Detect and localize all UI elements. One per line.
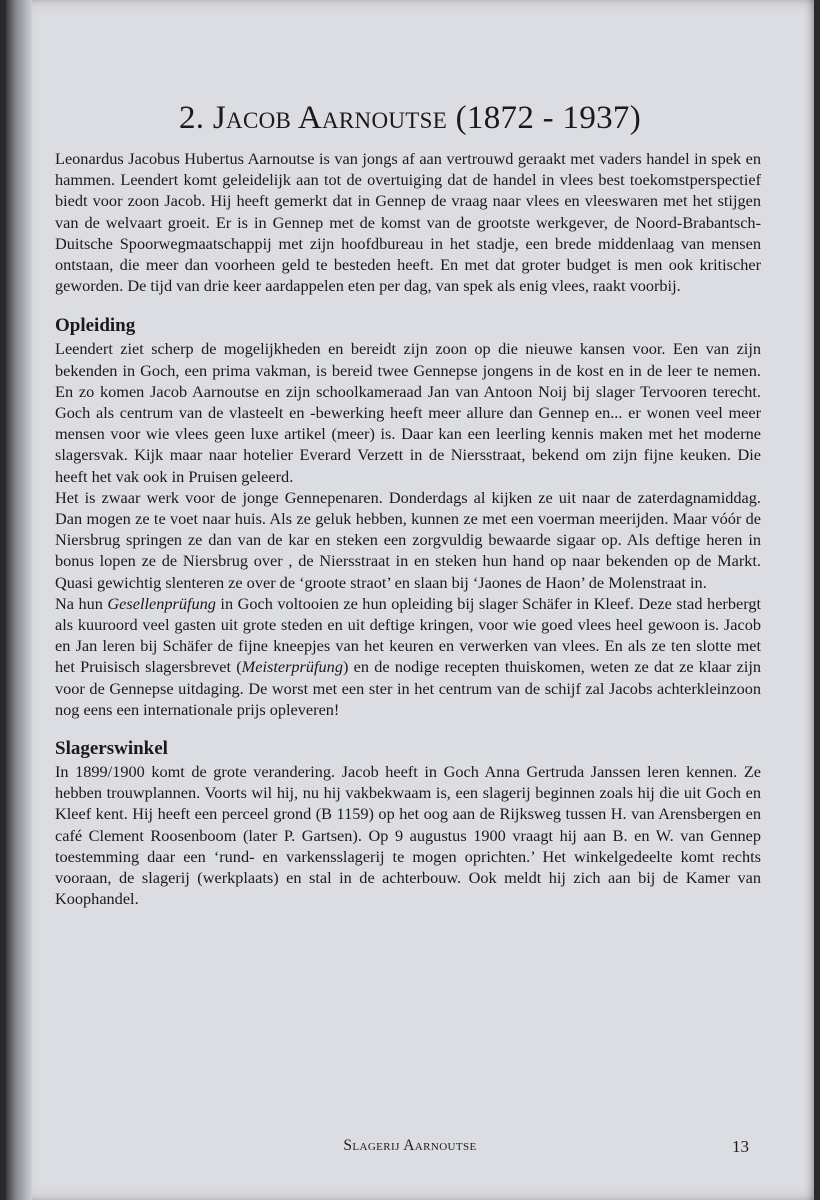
p3-text-c: ) en de nodige recepten thuiskomen, weten ze dat ze klaar zijn voor de Gennepse uitdaging. De worst met een ster in het centrum van de schijf zal Jacobs achterkleinzoon nog eens een internationale prijs opleveren! [55,657,762,719]
intro-paragraph: Leonardus Jacobus Hubertus Aarnoutse is van jongs af aan vertrouwd geraakt met vaders handel in spek en hammen. Leendert komt geleidelijk aan tot de overtuiging dat de handel in vlees best toekomstperspectief biedt voor zoon Jacob. Hij heeft gemerkt dat in Gennep de vraag naar vlees en vleeswaren met het stijgen van de welvaart groeit. Er is in Gennep met de komst van de grootste werkgever, de Noord-Brabantsch-Duitsche Spoorwegmaatschappij met zijn hoofdbureau in het stadje, een brede middenlaag van mensen ontstaan, die meer dan voorheen geld te besteden heeft. En met dat groter budget is men ook kritischer geworden. De tijd van drie keer aardappelen eten per dag, van spek als enig vlees, raakt voorbij. [55,149,761,296]
running-title: Slagerij Aarnoutse [343,1137,477,1154]
chapter-name: Jacob Aarnoutse [212,100,448,137]
chapter-number: 2. [178,100,205,137]
term-meisterpruefung: Meisterprüfung [241,657,343,677]
slagerswinkel-paragraph-1: In 1899/1900 komt de grote verandering. Jacob heeft in Goch Anna Gertruda Janssen leren kennen. Ze hebben trouwplannen. Voorts wil hij, nu hij vakbekwaam is, een slagerij beginnen zoals hij die uit Goch en Kleef kent. Hij heeft een perceel grond (B 1159) op het oog aan de Rijksweg tussen H. van Arensbergen en café Clement Roosenboom (later P. Gartsen). Op 9 augustus 1900 vraagt hij aan B. en W. van Gennep toestemming daar een ‘rund- en varkensslagerij te mogen oprichten.’ Het winkelgedeelte komt rechts vooraan, de slagerij (werkplaats) en stal in de achterbouw. Ook meldt hij zich aan bij de Kamer van Koophandel. [55,762,761,909]
page-number: 13 [732,1137,749,1156]
section-heading-slagerswinkel: Slagerswinkel [55,738,168,760]
book-page [6,0,814,1200]
p3-text-b: in Goch voltooien ze hun opleiding bij slager Schäfer in Kleef. Deze stad herbergt als kuuroord veel gasten uit grote steden en uit deftige kringen, voor wie goed vlees heel gewoon is. Jacob en Jan leren bij Schäfer de fijne kneepjes van het keuren en verwerken van vlees. En als ze ten slotte met het Pruisisch slagersbrevet ( [55,593,761,677]
book-spine-shadow [6,0,32,1200]
chapter-title [6,100,814,137]
opleiding-paragraph-3 [55,593,761,720]
chapter-body [55,148,761,910]
opleiding-paragraph-2: Het is zwaar werk voor de jonge Gennepenaren. Donderdags al kijken ze uit naar de zaterdagnamiddag. Dan mogen ze te voet naar huis. Als ze geluk hebben, kunnen ze met een voerman meerijden. Maar vóór de Niersbrug springen ze dan van de kar en steken een zorgvuldig bewaarde sigaar op. Als deftige heren in bonus lopen ze de Niersbrug over , de Niersstraat in en steken hun hand op naar bekenden op de Markt. Quasi gewichtig slenteren ze over de ‘groote straot’ en slaan bij ‘Jaones de Haon’ de Molenstraat in. [55,487,761,592]
opleiding-paragraph-1: Leendert ziet scherp de mogelijkheden en bereidt zijn zoon op die nieuwe kansen voor. Een van zijn bekenden in Goch, een prima vakman, is bereid twee Gennepse jongens in de kost en in de leer te nemen. En zo komen Jacob Aarnoutse en zijn schoolkameraad Jan van Antoon Noij bij slager Tervooren terecht. Goch als centrum van de vlasteelt en -bewerking heeft meer allure dan Gennep en... er wonen veel meer mensen voor wie vlees geen luxe artikel (meer) is. Daar kan een leerling kennis maken met het moderne slagersvak. Kijk maar naar hotelier Everard Verzett in de Niersstraat, bekend om zijn fijne keuken. Die heeft het vak ook in Pruisen geleerd. [55,339,761,486]
section-heading-opleiding: Opleiding [55,315,136,337]
p3-text-a: Na hun [55,593,108,613]
chapter-years: (1872 - 1937) [455,100,642,137]
term-gesellenpruefung: Gesellenprüfung [107,593,216,613]
